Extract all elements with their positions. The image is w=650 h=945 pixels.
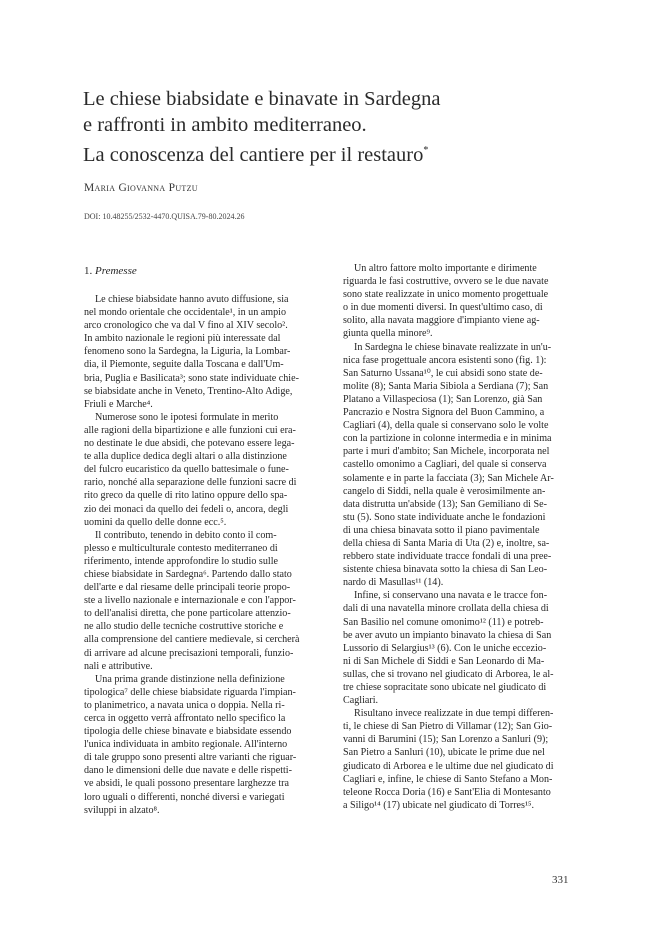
text-line: solamente e in parte la facciata (3); San Michele Ar- [343, 472, 554, 484]
text-line: di arrivare ad alcune precisazioni temporali, funzio- [84, 647, 294, 659]
text-line: tipologia delle chiese binavate e biabsidate essendo [84, 726, 292, 738]
text-line: giudicato di Arborea e le ultime due nel giudicato di [343, 760, 554, 772]
text-line: della chiesa di Santa Maria di Uta (2) e, inoltre, sa- [343, 537, 550, 549]
text-line: castello omonimo a Cagliari, del quale si conserva [343, 459, 547, 471]
text-line: arco cronologico che va dal V fino al XIV secolo². [84, 320, 288, 332]
text-line: plesso e multiculturale contesto mediterraneo di [84, 542, 278, 554]
text-line: In ambito nazionale le regioni più interessate dal [84, 333, 281, 345]
text-line: bria, Puglia e Basilicata³; sono state individuate chie- [84, 372, 299, 384]
section-number: 1. [84, 265, 93, 277]
title-line-1: Le chiese biabsidate e binavate in Sardegna [83, 88, 441, 110]
text-line: San Basilio nel comune omonimo¹² (11) e potreb- [343, 616, 544, 628]
text-line: rito greco da quelle di rito latino oppure dello spa- [84, 490, 288, 502]
text-line: to dell'analisi diretta, che pone particolare attenzio- [84, 608, 291, 620]
right-column [343, 262, 584, 812]
text-line: vanni di Barumini (15); San Lorenzo a Sanluri (9); [343, 734, 549, 746]
text-line: sullas, che si trovano nel giudicato di Arborea, le al- [343, 668, 554, 680]
text-line: ti, le chiese di San Pietro di Villamar (12); San Gio- [343, 721, 553, 733]
text-line: dano le dimensioni delle due navate e delle rispetti- [84, 765, 292, 777]
text-line: o in due momenti diversi. In quest'ultimo caso, di [343, 302, 543, 314]
text-line: ve absidi, le quali possono presentare larghezze tra [84, 778, 289, 790]
text-line: l'unica individuata in ambito regionale. All'interno [84, 739, 288, 751]
text-line: Platano a Villaspeciosa (1); San Lorenzo, già San [343, 393, 543, 405]
text-line: alle ragioni della bipartizione e alle funzioni cui era- [84, 424, 296, 436]
title-line-2: e raffronti in ambito mediterraneo. [83, 114, 367, 136]
text-line: Una prima grande distinzione nella definizione [95, 673, 285, 685]
article-title [83, 86, 563, 168]
text-line: dell'arte e dal riesame delle principali teorie propo- [84, 582, 291, 594]
section-title: Premesse [95, 265, 137, 277]
text-line: rario, nonché alla separazione delle funzioni sacre di [84, 477, 297, 489]
text-line: ni di San Michele di Siddi e San Leonardo di Ma- [343, 655, 545, 667]
text-line: tipologica⁷ delle chiese biabsidate riguarda l'impian- [84, 686, 296, 698]
text-line: teleone Rocca Doria (16) e Sant'Elia di Montesanto [343, 786, 551, 798]
text-line: sistente chiesa binavata sotto la chiesa di San Leo- [343, 564, 548, 576]
right-column-body [343, 262, 584, 812]
text-line: giunta quella minore⁹. [343, 328, 433, 340]
text-line: Il contributo, tenendo in debito conto il com- [95, 529, 277, 541]
text-line: sono state realizzate in unico momento progettuale [343, 289, 549, 301]
text-line: chiese biabsidate in Sardegna⁶. Partendo dallo stato [84, 568, 292, 580]
text-line: se biabsidate anche in Veneto, Trentino-Alto Adige, [84, 385, 293, 397]
text-line: be aver avuto un impianto binavato la chiesa di San [343, 629, 552, 641]
text-line: te alla duplice dedica degli altari o alla distinzione [84, 451, 287, 463]
text-line: nali e attributive. [84, 660, 153, 672]
text-line: Numerose sono le ipotesi formulate in merito [95, 411, 279, 423]
text-line: parte i muri d'ambito; San Michele, incorporata nel [343, 446, 550, 458]
section-heading [84, 264, 325, 278]
text-line: ne allo studio delle tecniche costruttive storiche e [84, 621, 284, 633]
text-line: nardo di Masullas¹¹ (14). [343, 577, 444, 589]
title-footnote-mark: * [423, 145, 429, 156]
text-line: Un altro fattore molto importante e dirimente [354, 263, 537, 274]
text-line: cerca in oggetto verrà affrontato nello specifico la [84, 713, 286, 724]
text-line: dia, il Piemonte, seguite dalla Toscana e dall'Um- [84, 359, 284, 371]
text-line: no destinate le due absidi, che potevano essere lega- [84, 438, 295, 450]
title-line-3-text: La conoscenza del cantiere per il restauro [83, 143, 424, 166]
text-line: alla comprensione del cantiere medievale, si cercherà [84, 634, 300, 646]
text-line: riguarda le fasi costruttive, ovvero se le due navate [343, 276, 549, 288]
text-line: Lussorio di Selargius¹³ (6). Con le uniche eccezio- [343, 642, 547, 654]
text-line: nel mondo orientale che occidentale¹, in un ampio [84, 307, 287, 319]
text-line: stu (5). Sono state individuate anche le fondazioni [343, 511, 546, 523]
text-line: loro uguali o differenti, nonché diversi e variegati [84, 791, 285, 803]
text-line: molite (8); Santa Maria Sibiola a Serdiana (7); San [343, 380, 549, 392]
text-line: rebbero state individuate tracce fondali di una pree- [343, 551, 552, 563]
text-line: ste a livello nazionale e internazionale e con l'appor- [84, 595, 296, 607]
text-line: to planimetrico, a navata unica o doppia. Nella ri- [84, 699, 285, 711]
text-line: Friuli e Marche⁴. [84, 398, 153, 410]
text-line: solito, alla navata maggiore d'impianto viene ag- [343, 315, 540, 327]
text-line: sviluppi in alzato⁸. [84, 804, 160, 816]
title-line-3 [83, 138, 563, 168]
text-line: fenomeno sono la Sardegna, la Liguria, la Lombar- [84, 346, 291, 358]
text-line: In Sardegna le chiese binavate realizzate in un'u- [354, 341, 552, 353]
text-line: data distrutta un'abside (13); San Gemiliano di Se- [343, 498, 547, 510]
text-line: dali di una navatella minore crollata della chiesa di [343, 603, 549, 615]
heading-gap [84, 278, 325, 293]
text-line: San Pietro a Sanluri (10), ubicate le prime due nel [343, 747, 545, 759]
text-line: nica fase progettuale ancora esistenti sono (fig. 1): [343, 354, 547, 366]
doi-link[interactable]: DOI: 10.48255/2532-4470.QUISA.79-80.2024.26 [84, 212, 245, 221]
text-line: Le chiese biabsidate hanno avuto diffusione, sia [95, 294, 289, 305]
text-line: zio dei monaci da quello dei fedeli o, ancora, degli [84, 503, 289, 515]
left-column-body [84, 293, 325, 817]
text-line: uomini da quello delle donne ecc.⁵. [84, 516, 227, 528]
text-line: a Siligo¹⁴ (17) ubicate nel giudicato di Torres¹⁵. [343, 799, 535, 811]
text-line: Cagliari (4), della quale si conservano solo le volte [343, 420, 549, 432]
text-line: Cagliari e, infine, le chiese di Santo Stefano a Mon- [343, 773, 553, 785]
author-name: Maria Giovanna Putzu [84, 182, 198, 194]
text-line: Pancrazio e Nostra Signora del Buon Cammino, a [343, 407, 545, 419]
page-number: 331 [552, 874, 569, 886]
text-line: riferimento, intende approfondire lo studio sulle [84, 555, 278, 567]
text-line: Infine, si conservano una navata e le tracce fon- [354, 590, 548, 602]
text-line: con la partizione in colonne intermedia e in minima [343, 433, 552, 445]
left-column [84, 262, 325, 817]
text-line: cangelo di Siddi, nella quale è verosimilmente an- [343, 485, 546, 497]
text-line: San Saturno Ussana¹⁰, le cui absidi sono state de- [343, 367, 543, 379]
text-line: del fulcro eucaristico da quello battesimale o fune- [84, 464, 289, 476]
text-line: di tale gruppo sono presenti altre varianti che riguar- [84, 752, 297, 764]
text-line: di una chiesa binavata sotto il piano pavimentale [343, 524, 540, 536]
text-line: tre chiese sopracitate sono ubicate nel giudicato di [343, 682, 547, 693]
text-line: Risultano invece realizzate in due tempi differen- [354, 708, 554, 720]
text-line: Cagliari. [343, 695, 379, 707]
